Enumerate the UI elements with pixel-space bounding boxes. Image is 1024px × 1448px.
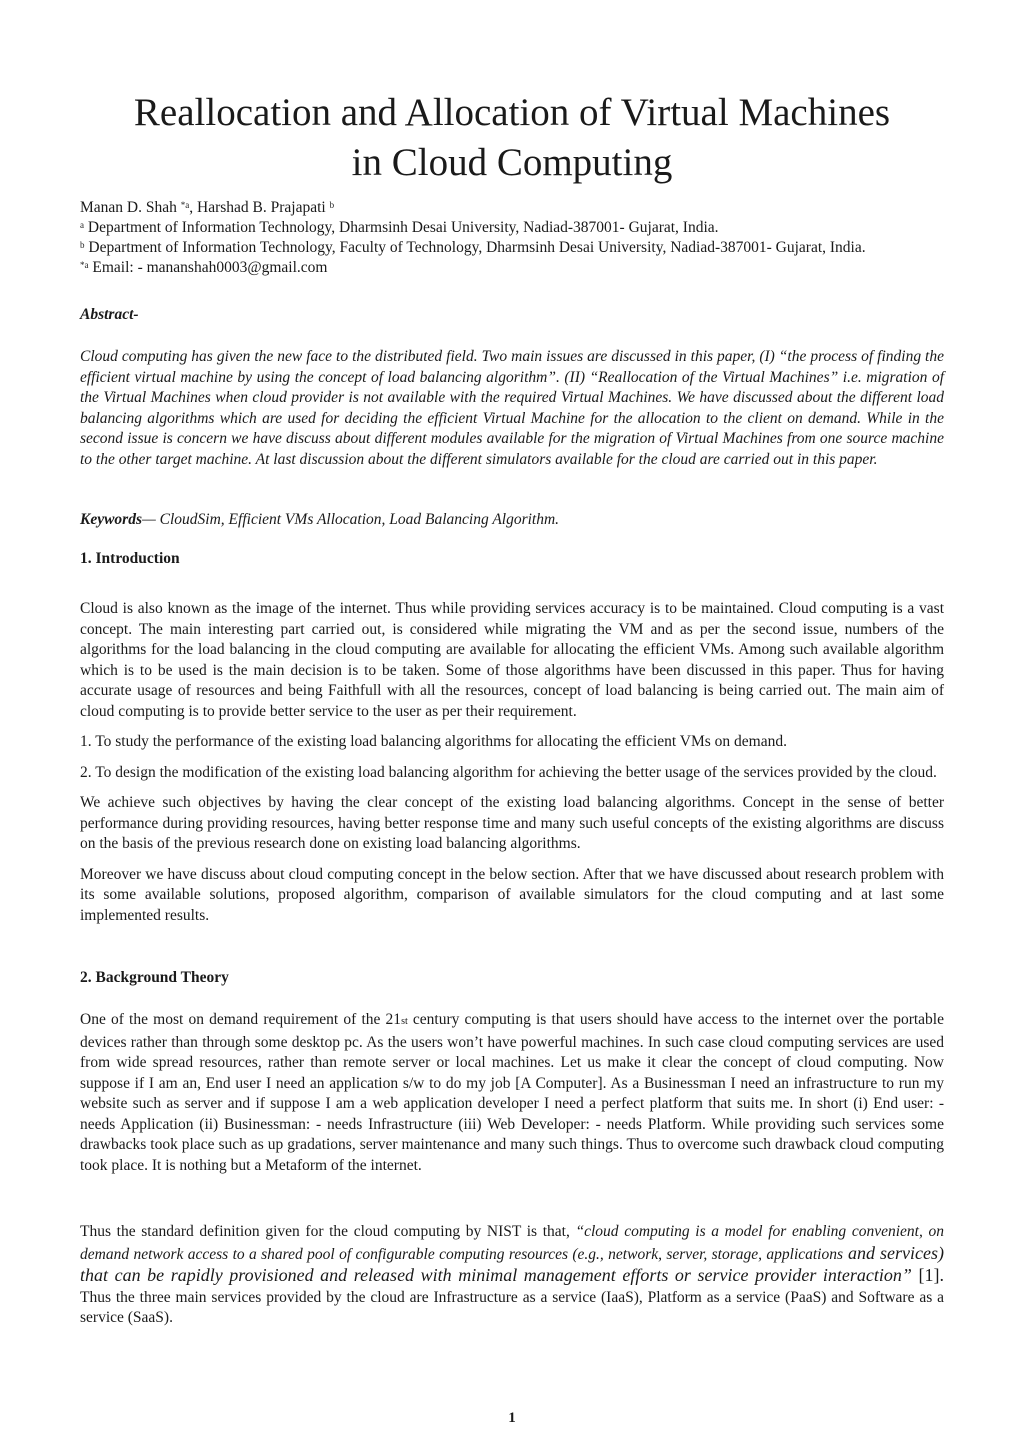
section-2-heading: 2. Background Theory (80, 969, 229, 986)
intro-objective-1: 1. To study the performance of the existing load balancing algorithms for allocating the efficient VMs on demand. (80, 733, 787, 750)
intro-paragraph-5: Moreover we have discuss about cloud computing concept in the below section. After that we have discussed about research problem with its some available solutions, proposed algorithm, comparison of available simulators for the cloud computing and at last some implemented results. (80, 865, 944, 924)
title-line-2: in Cloud Computing (351, 141, 673, 184)
intro-paragraph-4: We achieve such objectives by having the clear concept of the existing load balancing algorithms. Concept in the sense of better performance during providing resources, having better response time and many such useful concepts of the existing algorithms are discuss on the basis of the previous research done on existing load balancing algorithms. (80, 794, 944, 852)
section-1-body (80, 599, 944, 936)
author-1-affiliation-mark: *a (180, 200, 190, 210)
email-line (80, 258, 866, 278)
intro-objective-2: 2. To design the modification of the existing load balancing algorithm for achieving the better usage of the services provided by the cloud. (80, 763, 937, 781)
author-1: Manan D. Shah (80, 199, 177, 216)
page-number: 1 (508, 1410, 516, 1426)
intro-paragraph-1: Cloud is also known as the image of the internet. Thus while providing services accuracy is to be maintained. Cloud computing is a vast concept. The main interesting part carried out, is considered while migrating the VM and as per the second issue, numbers of the algorithms for the load balancing in the cloud computing are available for allocating the efficient VMs. Among such available algorithm which is to be used is the main decision is to be taken. Some of those algorithms have been discussed in this paper. Thus for having accurate usage of resources and being Faithfull with all the resources, concept of load balancing is being carried out. The main aim of cloud computing is to provide better service to the user as per their requirement. (80, 600, 944, 720)
bg-p2-rest: Thus the three main services provided by the cloud are Infrastructure as a service (IaaS), Platform as a service (PaaS) and Software as a service (SaaS). (80, 1288, 944, 1326)
nist-definition-quote-1: “cloud computing is a model for enabling convenient, on demand network access to a shared pool of configurable computing resources (e.g., network, server, storage, applications (80, 1223, 944, 1263)
abstract-heading: Abstract- (80, 306, 139, 323)
keywords-line (80, 510, 944, 531)
bg-p1-rest: century computing is that users should have access to the internet over the portable devices rather than through some desktop pc. As the users won’t have powerful machines. In such case cloud computing services are used from wide spread resources, rather than remote server or local machines. Let us make it clear the concept of cloud computing. Now suppose if I am an, End user I need an application s/w to do my job [A Computer]. As a Businessman I need an infrastructure to run my website such as server and if suppose I am a web application developer I need a perfect platform that suits me. In short (i) End user: - needs Application (ii) Businessman: - needs Infrastructure (iii) Web Developer: - needs Platform. While providing such services some drawbacks took place such as up gradations, server maintenance and many such things. Thus to overcome such drawback cloud computing took place. It is nothing but a Metaform of the internet. (80, 1011, 944, 1174)
background-paragraph-1 (80, 1010, 944, 1176)
author-2-affiliation-mark: b (329, 200, 335, 210)
bg-p1-start: One of the most on demand requirement of the 21 (80, 1011, 402, 1028)
ordinal-suffix: st (401, 1016, 408, 1027)
affiliation-b-text: Department of Information Technology, Faculty of Technology, Dharmsinh Desai University, Nadiad-387001- Gujarat, India. (88, 239, 866, 256)
bg-p2-start: Thus the standard definition given for the cloud computing by NIST is that, (80, 1223, 576, 1240)
affiliation-a-text: Department of Information Technology, Dharmsinh Desai University, Nadiad-387001- Gujarat, India. (87, 219, 719, 236)
paper-title (60, 88, 964, 188)
section-1-heading: 1. Introduction (80, 550, 180, 567)
author-block (80, 198, 866, 278)
author-separator: , (189, 199, 197, 216)
affiliation-b-mark: b (80, 240, 85, 250)
affiliation-a (80, 218, 866, 238)
affiliation-a-mark: a (80, 220, 84, 230)
keywords-text: — CloudSim, Efficient VMs Allocation, Load Balancing Algorithm. (142, 511, 560, 528)
author-2: Harshad B. Prajapati (197, 199, 326, 216)
title-line-1: Reallocation and Allocation of Virtual Machines (133, 91, 891, 134)
nist-definition-quote-2: and services) that can be rapidly provisioned and released with minimal management efforts or service provider interaction” (80, 1242, 944, 1285)
email-text: Email: - mananshah0003@gmail.com (92, 259, 328, 276)
affiliation-b (80, 238, 866, 258)
abstract-text: Cloud computing has given the new face to the distributed field. Two main issues are discussed in this paper, (I) “the process of finding the efficient virtual machine by using the concept of load balancing algorithm”. (II) “Reallocation of the Virtual Machines” i.e. migration of the Virtual Machines when cloud provider is not available with the required Virtual Machines. We have discussed about the different load balancing algorithms which are used for deciding the efficient Virtual Machine for the allocation to the client on demand. While in the second issue is concern we have discuss about different modules available for the migration of Virtual Machines from one source machine to the other target machine. At last discussion about the different simulators available for the cloud are carried out in this paper. (80, 348, 944, 468)
email-mark: *a (80, 260, 89, 270)
author-names (80, 198, 866, 218)
citation-ref: [1]. (911, 1265, 944, 1285)
background-paragraph-2 (80, 1222, 944, 1329)
keywords-label: Keywords (80, 511, 142, 528)
